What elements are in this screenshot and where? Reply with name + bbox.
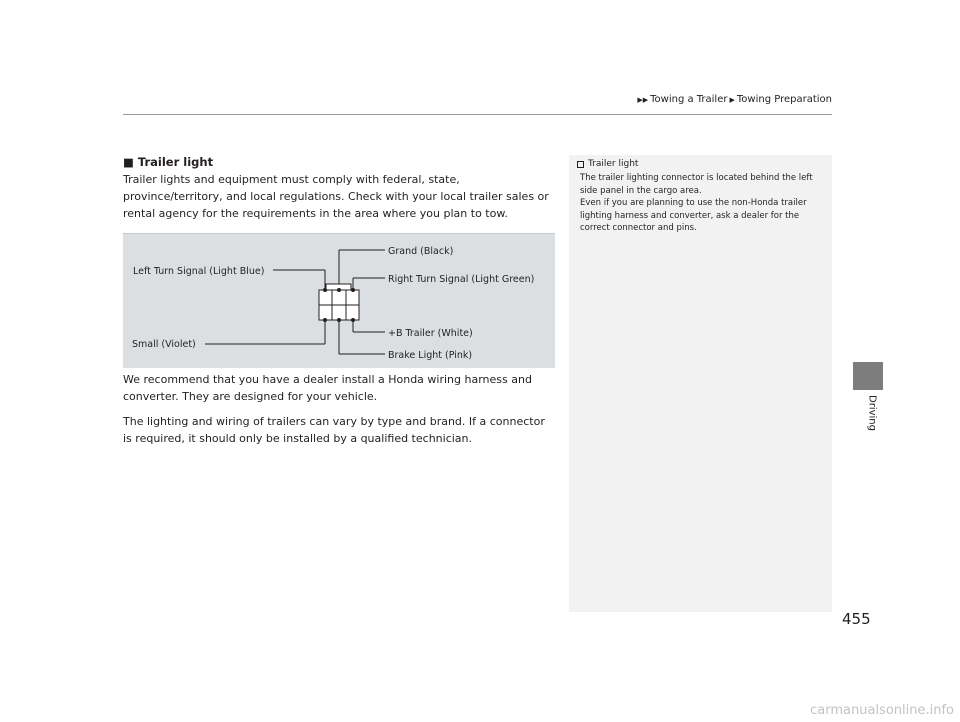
heading-text: Trailer light <box>137 155 214 169</box>
label-brake-light: Brake Light (Pink) <box>388 350 473 361</box>
sidebar-note <box>569 155 832 612</box>
breadcrumb-arrow-icon: ▶ <box>729 95 735 104</box>
sidebar-heading <box>577 159 824 169</box>
header-divider <box>123 114 832 115</box>
sidebar-text-2: Even if you are planning to use the non-Honda trailer lighting harness and converter, ask a dealer for the correct connector and pins. <box>580 198 807 233</box>
label-left-turn-signal: Left Turn Signal (Light Blue) <box>133 266 265 277</box>
page-number: 455 <box>842 610 871 628</box>
breadcrumb-item-towing-preparation[interactable]: Towing Preparation <box>736 94 832 105</box>
label-ground: Grand (Black) <box>388 246 454 257</box>
label-plus-b-trailer: +B Trailer (White) <box>388 328 473 339</box>
breadcrumb-arrow-icon: ▶▶ <box>637 95 649 104</box>
connector-diagram-svg <box>123 234 555 368</box>
label-small: Small (Violet) <box>132 339 196 350</box>
section-heading <box>123 155 555 169</box>
note-box-icon <box>577 161 584 168</box>
main-content <box>123 155 555 447</box>
heading-marker: ■ <box>123 155 134 169</box>
wiring-paragraph: The lighting and wiring of trailers can vary by type and brand. If a connector is required, it should only be installed by a qualified technician. <box>123 415 545 445</box>
sidebar-text-1: The trailer lighting connector is located behind the left side panel in the cargo area. <box>580 173 813 196</box>
trailer-connector-diagram <box>123 233 555 368</box>
watermark: carmanualsonline.info <box>810 703 954 718</box>
breadcrumb <box>637 94 832 105</box>
sidebar-title: Trailer light <box>588 159 639 169</box>
section-tab-marker <box>853 362 883 390</box>
label-right-turn-signal: Right Turn Signal (Light Green) <box>388 274 535 285</box>
section-tab-label: Driving <box>866 395 878 431</box>
intro-paragraph: Trailer lights and equipment must comply with federal, state, province/territory, and local regulations. Check with your local trailer sales or rental agency for the requirements in the area where you plan to tow. <box>123 173 549 220</box>
breadcrumb-item-towing-trailer[interactable]: Towing a Trailer <box>650 94 728 105</box>
recommendation-paragraph: We recommend that you have a dealer install a Honda wiring harness and converter. They are designed for your vehicle. <box>123 373 532 403</box>
